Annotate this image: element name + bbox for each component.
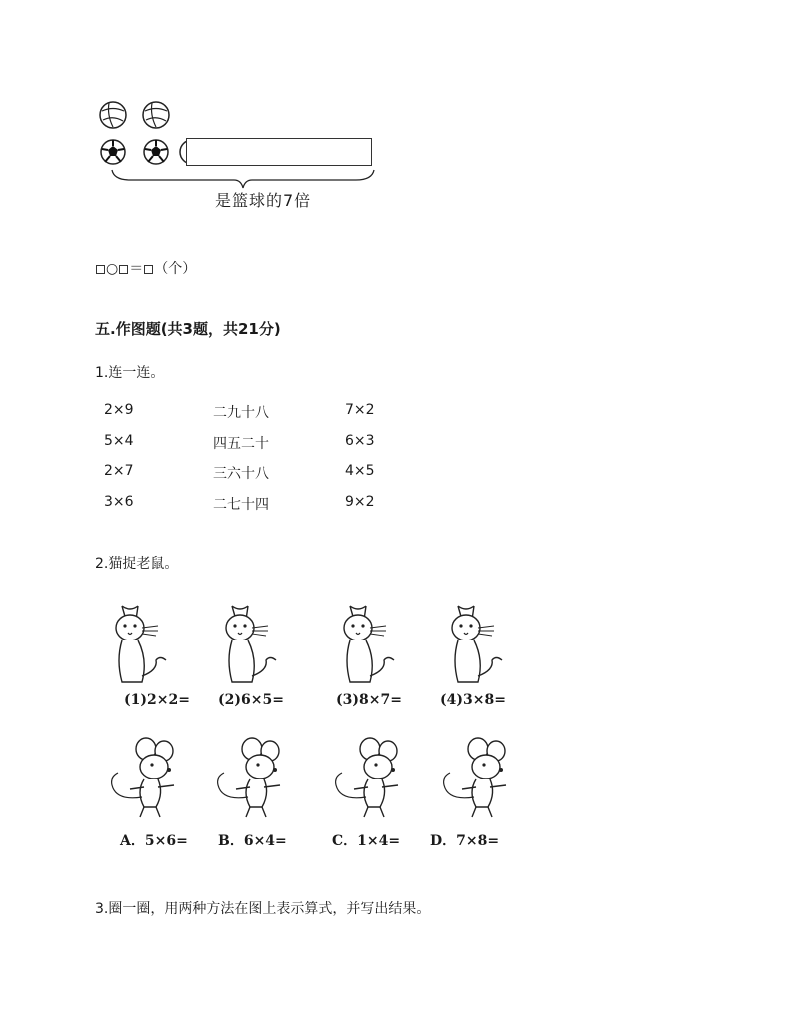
match-item-left[interactable]: 2×9: [104, 402, 134, 418]
volleyball-icon: [141, 100, 171, 130]
cat-icon: [218, 600, 288, 688]
question-2-title: 2.猫捉老鼠。: [95, 556, 179, 572]
brace-bracket: [110, 168, 376, 190]
brace-label: 是篮球的7倍: [215, 191, 312, 210]
mouse-icon: [106, 737, 184, 823]
cat-label[interactable]: (1)2×2=: [124, 692, 190, 708]
mouse-label[interactable]: A．5×6=: [120, 833, 188, 849]
volleyball-icon: [98, 100, 128, 130]
blank-box[interactable]: [144, 265, 153, 274]
equals-sign: ＝: [129, 261, 144, 277]
question-1-title: 1.连一连。: [95, 365, 165, 381]
cat-label[interactable]: (2)6×5=: [218, 692, 284, 708]
cat-icon: [108, 600, 178, 688]
blank-box[interactable]: [119, 265, 128, 274]
match-item-middle[interactable]: 四五二十: [213, 436, 269, 452]
mouse-label[interactable]: B．6×4=: [218, 833, 287, 849]
match-item-left[interactable]: 3×6: [104, 494, 134, 510]
match-item-middle[interactable]: 二九十八: [213, 405, 269, 421]
cat-label[interactable]: (3)8×7=: [336, 692, 402, 708]
unit-label: （个）: [154, 261, 197, 277]
match-item-left[interactable]: 5×4: [104, 433, 134, 449]
mouse-icon: [212, 737, 290, 823]
section-title: 五.作图题(共3题，共21分): [95, 320, 281, 338]
match-item-right[interactable]: 9×2: [345, 494, 375, 510]
formula-line: [95, 258, 196, 278]
mouse-label[interactable]: D．7×8=: [430, 833, 500, 849]
blank-box[interactable]: [96, 265, 105, 274]
mouse-icon: [438, 737, 516, 823]
hidden-balls-box: [186, 138, 372, 166]
match-item-middle[interactable]: 二七十四: [213, 497, 269, 513]
cat-icon: [336, 600, 406, 688]
cat-label[interactable]: (4)3×8=: [440, 692, 506, 708]
question-3-title: 3.圈一圈，用两种方法在图上表示算式，并写出结果。: [95, 901, 431, 917]
match-item-middle[interactable]: 三六十八: [213, 466, 269, 482]
soccer-ball-icon: [98, 137, 128, 167]
match-item-right[interactable]: 4×5: [345, 463, 375, 479]
soccer-ball-icon: [141, 137, 171, 167]
mouse-icon: [330, 737, 408, 823]
match-item-left[interactable]: 2×7: [104, 463, 134, 479]
mouse-label[interactable]: C．1×4=: [332, 833, 401, 849]
operator-circle: ○: [106, 261, 119, 277]
cat-icon: [444, 600, 514, 688]
match-item-right[interactable]: 6×3: [345, 433, 375, 449]
match-item-right[interactable]: 7×2: [345, 402, 375, 418]
